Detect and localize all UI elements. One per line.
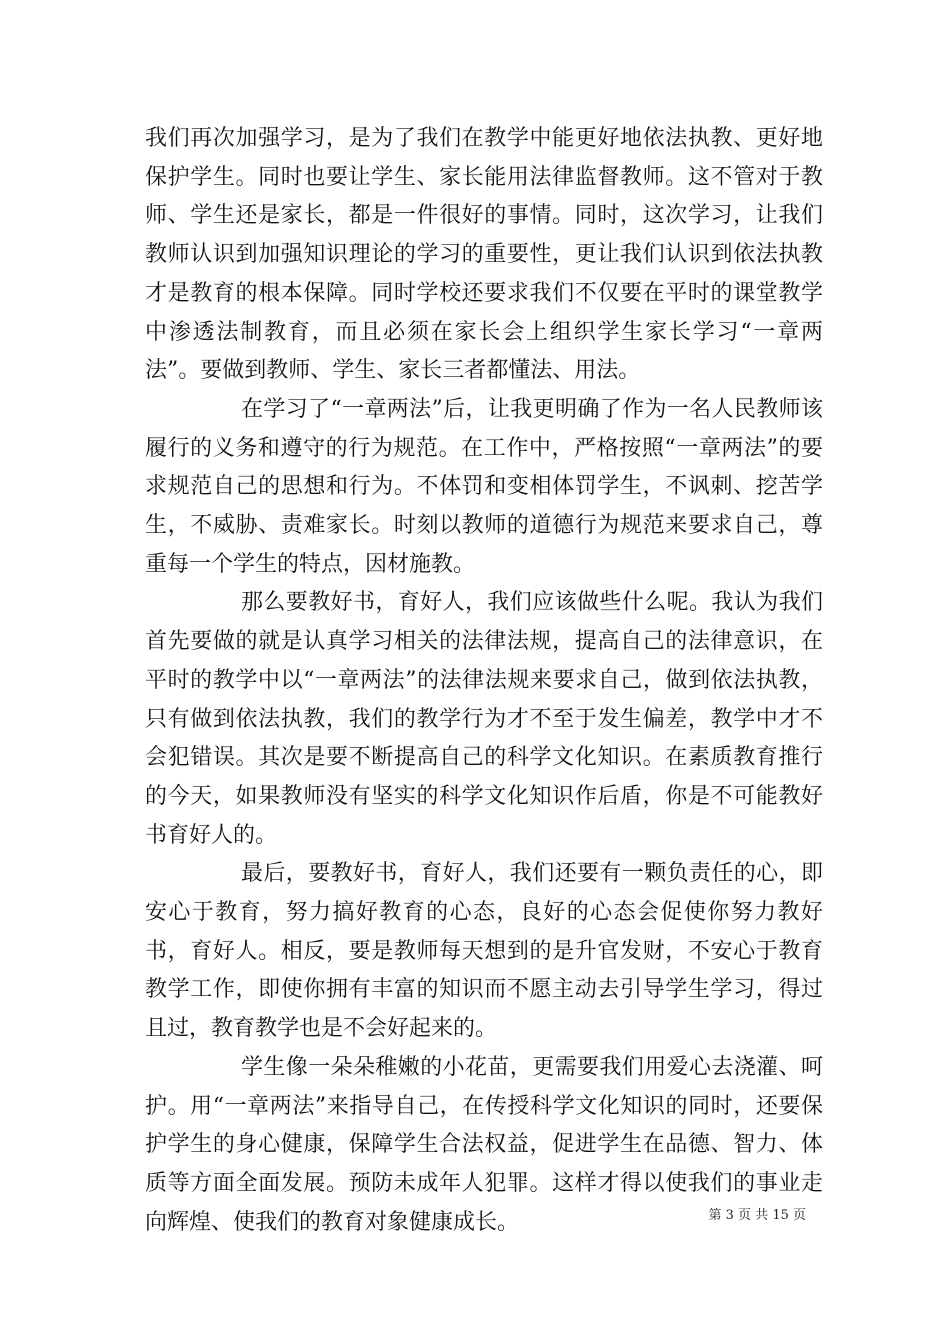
document-body (145, 120, 823, 1242)
paragraph-4: 最后，要教好书，育好人，我们还要有一颗负责任的心，即安心于教育，努力搞好教育的心态，良好的心态会促使你努力教好书，育好人。相反，要是教师每天想到的是升官发财，不安心于教育教学工作，即使你拥有丰富的知识而不愿主动去引导学生学习，得过且过，教育教学也是不会好起来的。 (145, 861, 823, 1042)
paragraph-5: 学生像一朵朵稚嫩的小花苗，更需要我们用爱心去浇灌、呵护。用“一章两法”来指导自己，在传授科学文化知识的同时，还要保护学生的身心健康，保障学生合法权益，促进学生在品德、智力、体质等方面全面发展。预防未成年人犯罪。这样才得以使我们的事业走向辉煌、使我们的教育对象健康成长。 (145, 1054, 823, 1235)
page-number: 第 3 页 共 15 页 (708, 1208, 806, 1223)
paragraph-3: 那么要教好书，育好人，我们应该做些什么呢。我认为我们首先要做的就是认真学习相关的法律法规，提高自己的法律意识，在平时的教学中以“一章两法”的法律法规来要求自己，做到依法执教，只有做到依法执教，我们的教学行为才不至于发生偏差，教学中才不会犯错误。其次是要不断提高自己的科学文化知识。在素质教育推行的今天，如果教师没有坚实的科学文化知识作后盾，你是不可能教好书育好人的。 (145, 590, 823, 848)
paragraph-2: 在学习了“一章两法”后，让我更明确了作为一名人民教师该履行的义务和遵守的行为规范。在工作中，严格按照“一章两法”的要求规范自己的思想和行为。不体罚和变相体罚学生，不讽刺、挖苦学生，不威胁、责难家长。时刻以教师的道德行为规范来要求自己，尊重每一个学生的特点，因材施教。 (145, 396, 823, 577)
paragraph-1: 我们再次加强学习，是为了我们在教学中能更好地依法执教、更好地保护学生。同时也要让学生、家长能用法律监督教师。这不管对于教师、学生还是家长，都是一件很好的事情。同时，这次学习，让我们教师认识到加强知识理论的学习的重要性，更让我们认识到依法执教才是教育的根本保障。同时学校还要求我们不仅要在平时的课堂教学中渗透法制教育，而且必须在家长会上组织学生家长学习“一章两法”。要做到教师、学生、家长三者都懂法、用法。 (145, 126, 823, 384)
